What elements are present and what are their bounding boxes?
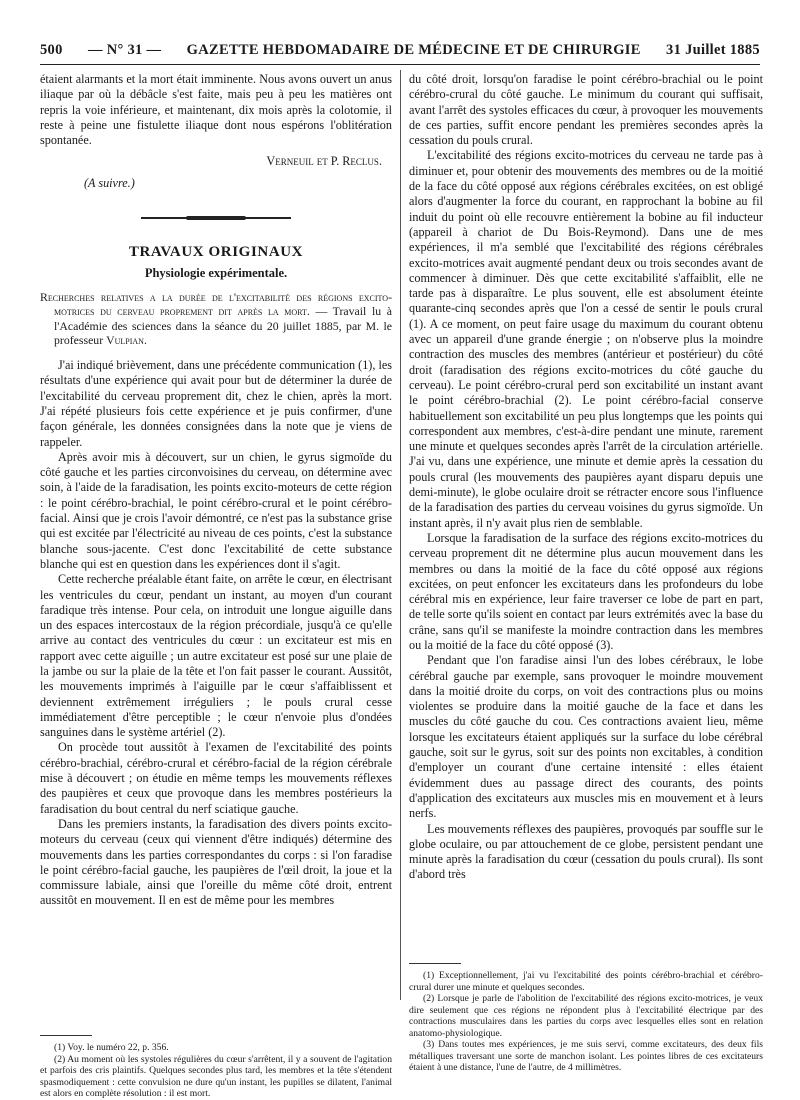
footnote-rule (40, 1035, 92, 1036)
issue-number: — N° 31 — (87, 41, 162, 58)
subsection-title: Physiologie expérimentale. (144, 266, 288, 281)
footnote: (3) Dans toutes mes expériences, je me suis servi, comme excitateurs, des deux fils métalliques traversant une sorte de manchon isolant. Les pointes libres de ces excitateurs étaient à une distance, l'une de l'autre, de 4 millimètres. (409, 1039, 763, 1073)
footnote: (1) Exceptionnellement, j'ai vu l'excitabilité des points cérébro-brachial et cérébro-crural durer une minute et quelques secondes. (409, 970, 763, 993)
footnote: (2) Au moment où les systoles régulières du cœur s'arrêtent, il y a souvent de l'agitation et parfois des cris plaintifs. Quelques secondes plus tard, les membres et la tête s'étendent spasmodiquement : cette convulsion ne dure qu'un instant, les pupilles se dilatent, l'animal est alors en complète résolution : il est mort. (40, 1053, 392, 1099)
paragraph: Les mouvements réflexes des paupières, provoqués par souffle sur le globe oculaire, ou par attouchement de ce globe, persistent pendant une minute après la faradisation du cœur (cessation du pouls crural). Ils sont d'abord très (409, 821, 763, 882)
footnote: (2) Lorsque je parle de l'abolition de l'excitabilité des régions excito-motrices, je veux dire seulement que ces régions ne répondent plus à l'excitabilité électrique par des contractions musculaires dans les parties du corps avec lesquelles elles sont en relation anatomo-physiologique. (409, 993, 763, 1039)
paragraph: étaient alarmants et la mort était imminente. Nous avons ouvert un anus iliaque par où la débâcle s'est faite, mais peu à peu les matières ont repris la voie inférieure, et maintenant, dix mois après la colotomie, il reste à peine une fistulette iliaque dont nous espérons l'oblitération spontanée. (40, 72, 392, 148)
paragraph: Dans les premiers instants, la faradisation des divers points excito-moteurs du cerveau (ceux qui viennent d'être indiqués) détermine des mouvements dans les parties correspondantes du corps : si l'on faradise le point cérébro-facial gauche, les paupières de l'œil droit, la joue et la commissure labiale, ainsi que l'oreille du même côté droit, entrent aussitôt en mouvement. Il en est de même pour les membres (40, 816, 392, 908)
paragraph: Après avoir mis à découvert, sur un chien, le gyrus sigmoïde du côté gauche et les parties circonvoisines du cerveau, on détermine avec soin, à l'aide de la faradisation, les points excito-moteurs de cette région : le point cérébro-brachial, le point cérébro-crural et le point cérébro-facial. Ainsi que je crois l'avoir démontré, ce n'est pas la substance grise qui est excitée par l'électricité au niveau de ces points, c'est la substance blanche sous-jacente. C'est donc l'excitabilité de cette substance blanche qui est en question dans les expériences dont il s'agit. (40, 449, 392, 571)
paragraph: du côté droit, lorsqu'on faradise le point cérébro-brachial ou le point cérébro-crural du côté gauche. Le minimum du courant qui suffisait, avant l'arrêt des systoles efficaces du cœur, à provoquer les mouvements de ces parties, suffit encore pendant les premières secondes après la cessation du pouls crural. (409, 72, 763, 148)
paragraph: On procède tout aussitôt à l'examen de l'excitabilité des points cérébro-brachial, cérébro-crural et cérébro-facial de la région cérébrale mise à découvert ; on étudie en même temps les mouvements réflexes des paupières et ceux que provoque dans les membres postérieurs la faradisation du bout central du nerf sciatique gauche. (40, 740, 392, 816)
paragraph: Lorsque la faradisation de la surface des régions excito-motrices du cerveau proprement dit ne détermine plus aucun mouvement dans les membres ou dans la moitié de la face du côté opposé aux régions excitées, on peut enfoncer les excitateurs dans les profondeurs du lobe cérébral mis en expérience, leur faire traverser ce lobe de part en part, de telle sorte qu'ils soient en contact par leurs extrémités avec la base du crâne, sans qu'il se manifeste la moindre contraction dans les membres ou la moitié de la face du côté opposé (3). (409, 530, 763, 652)
paragraph: J'ai indiqué brièvement, dans une précédente communication (1), les résultats d'une expérience qui avait pour but de déterminer la durée de l'excitabilité du cerveau proprement dit, chez le chien, après la mort. J'ai répété plusieurs fois cette expérience et je puis confirmer, d'une façon générale, les données consignées dans la note que je viens de rappeler. (40, 358, 392, 449)
author-signature: Verneuil et P. Reclus. (266, 154, 382, 169)
article-title (40, 290, 392, 348)
paragraph: L'excitabilité des régions excito-motrices du cerveau ne tarde pas à diminuer et, pour obtenir des mouvements des membres ou de la moitié de la face du côté opposé aux régions cérébrales excitées, on est obligé alors d'augmenter la force du courant, en rapprochant la bobine au fil induit du point où elle recouvre entièrement la bobine au fil inducteur (appareil à chariot de Du Bois-Reymond). Dans une de mes expériences, il m'a semblé que l'excitabilité des régions cérébrales excito-motrices avait augmenté pendant deux ou trois secondes avant de commencer à diminuer. Dès que cette excitabilité s'affaiblit, elle ne tarde pas à disparaître. Le plus souvent, elle est absolument éteinte quarante-cinq secondes après que l'on a cessé de sentir le pouls crural (1). A ce moment, on peut faire usage du maximum du courant obtenu avec un appareil d'une grande énergie ; on n'observe plus la moindre contraction des muscles des membres (antérieur et postérieur) du côté droit (faradisation des régions excito-motrices du côté gauche du cerveau). Le point cérébro-crural perd son excitabilité un instant avant le point cérébro-brachial (2). Le point cérébro-facial conserve habituellement son excitabilité un peu plus longtemps que les points qui correspondent aux membres, c'est-à-dire pendant une minute, rarement une minute et quelques secondes après l'arrêt de la circulation artérielle. J'ai vu, dans une expérience, une minute et demie après la cessation du pouls crural (les mouvements des paupières ayant disparu depuis une demi-minute), le globe oculaire droit se rétracter encore sous l'influence de la faradisation des parties du cerveau voisines du gyrus sigmoïde. Un instant après, il n'y avait plus rien de semblable. (409, 148, 763, 530)
running-header (40, 38, 760, 62)
page-number: 500 (40, 41, 63, 58)
column-divider (400, 70, 401, 1000)
section-title: TRAVAUX ORIGINAUX (128, 244, 304, 261)
footnote: (1) Voy. le numéro 22, p. 356. (54, 1042, 169, 1053)
paragraph: Cette recherche préalable étant faite, on arrête le cœur, en électrisant les ventricules du cœur, pendant un instant, au moyen d'un courant faradique très intense. Pour cela, on introduit une longue aiguille dans un des espaces intercostaux de la région précordiale, jusqu'à ce qu'elle arrive au contact des ventricules du cœur : un excitateur est mis en rapport avec cette aiguille ; un autre excitateur est posé sur une plaie de la jambe ou sur la plaie de la tête et l'on fait passer le courant. Aussitôt, les mouvements imprimés à l'aiguille par le cœur s'affaiblissent et deviennent extrêmement irréguliers ; le pouls crural cesse immédiatement d'être perceptible ; le cœur n'envoie plus d'ondées sanguines dans le système artériel (2). (40, 572, 392, 740)
article-heading: Recherches relatives a la durée de l'excitabilité des régions excito-motrices du cerveau proprement dit après la mort. (40, 289, 392, 319)
article-author: Vulpian. (106, 333, 147, 348)
header-rule (40, 64, 760, 65)
footnote-rule (409, 963, 461, 964)
article-meta: — Travail lu à l'Académie des sciences dans la séance du 20 juillet 1885, par M. le professeur (54, 304, 392, 348)
left-column (40, 72, 392, 909)
journal-title: GAZETTE HEBDOMADAIRE DE MÉDECINE ET DE CHIRURGIE (186, 41, 641, 58)
section-ornament (141, 213, 291, 223)
right-footnotes (409, 955, 763, 1074)
issue-date: 31 Juillet 1885 (666, 41, 760, 58)
right-column (409, 72, 763, 883)
left-footnotes (40, 1027, 392, 1100)
continued-note: (A suivre.) (84, 175, 135, 190)
paragraph: Pendant que l'on faradise ainsi l'un des lobes cérébraux, le lobe cérébral gauche par exemple, sans provoquer le moindre mouvement dans la moitié droite du corps, on voit des contractions plus ou moins violentes se produire dans la moitié gauche de la face et dans les muscles du côté gauche du cou. Ces contractions avaient lieu, même lorsque les excitateurs étaient appliqués sur la surface du lobe cérébral gauche, soit sur le gyrus, soit sur des points non excitables, à condition d'employer un courant d'une certaine intensité : elles étaient évidemment dues au passage direct des courants, des points d'application des excitateurs aux muscles mis en mouvement et à leurs nerfs. (409, 653, 763, 821)
